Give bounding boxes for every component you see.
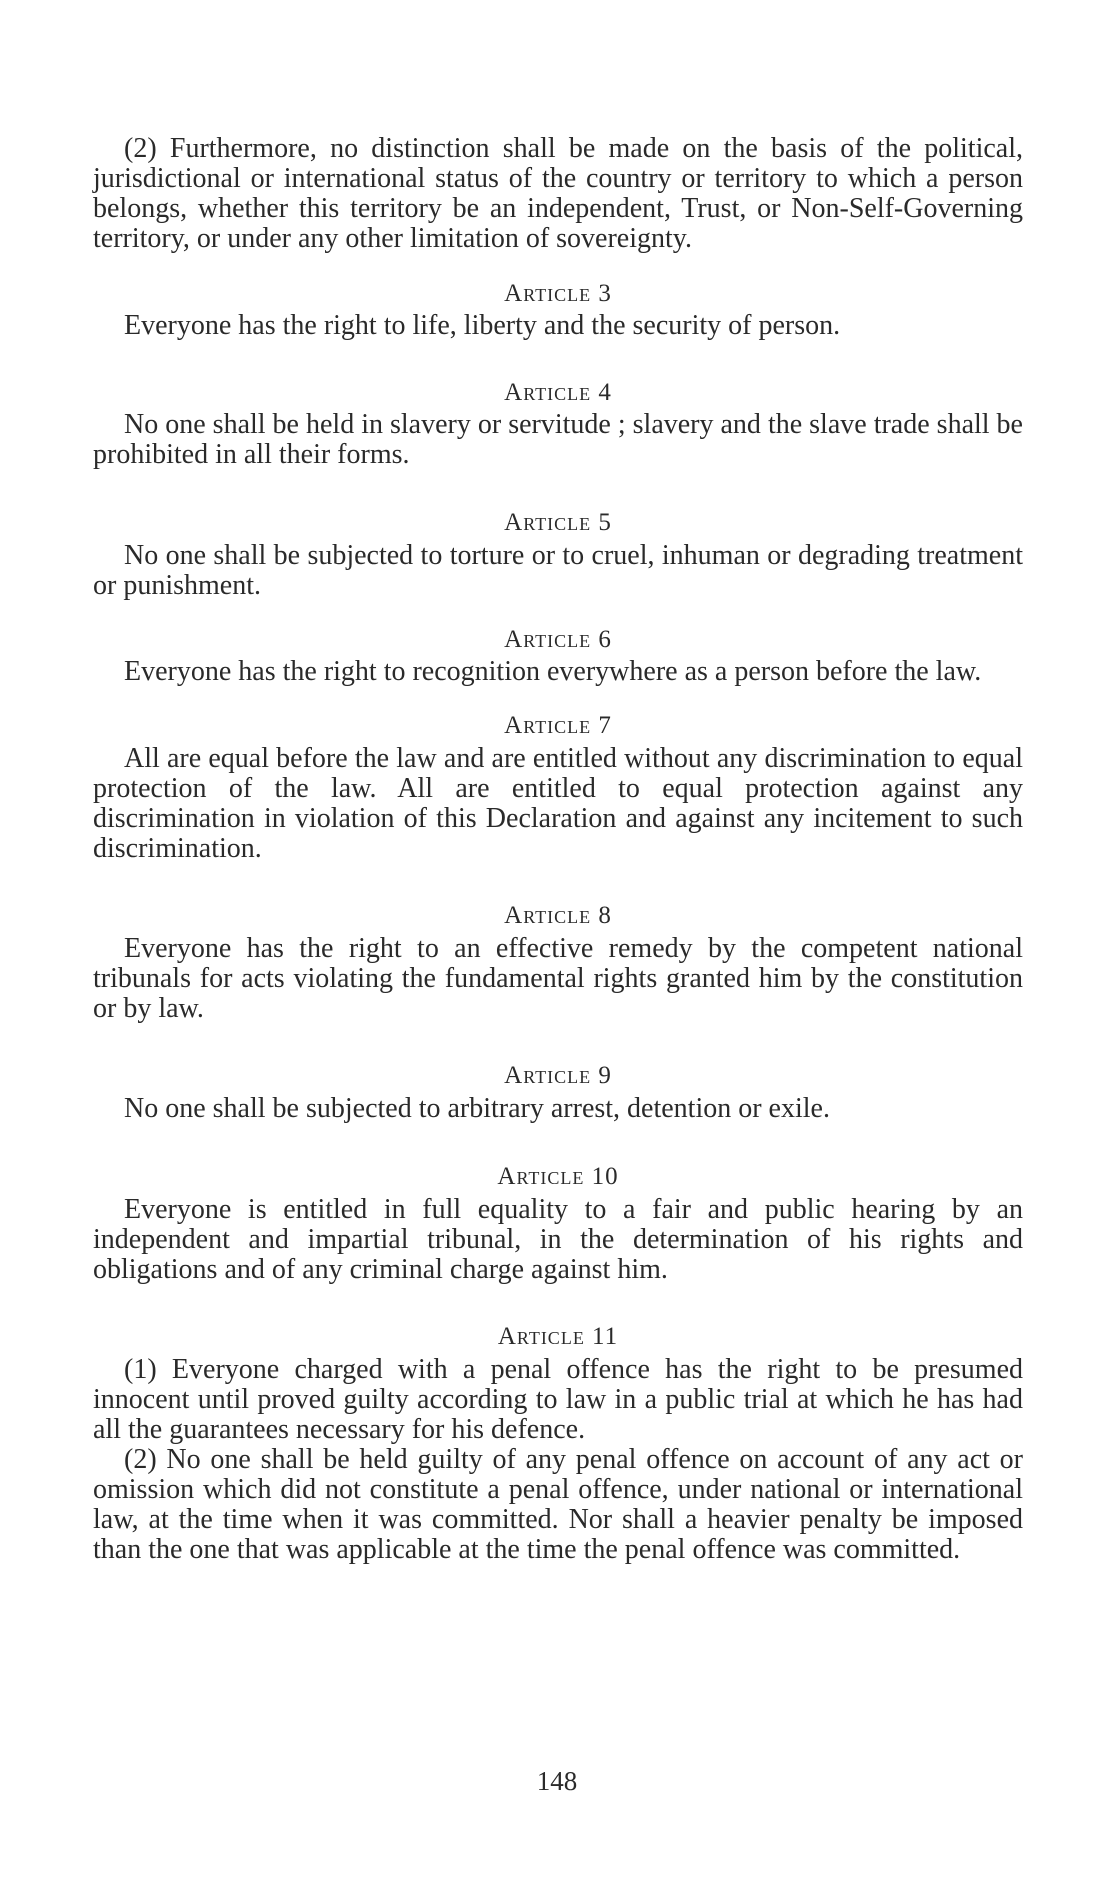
article-5-text: No one shall be subjected to torture or to cruel, inhuman or degrading treatment or punishment. [93, 540, 1023, 601]
article-11-paragraph-2: (2) No one shall be held guilty of any penal offence on account of any act or omission which did not constitute a penal offence, under national or international law, at the time when it was committed. Nor shall a heavier penalty be imposed than the one that was applicable at the time the penal offence was committed. [93, 1444, 1023, 1565]
article-7-heading: Article 7 [504, 712, 612, 739]
article-8-heading: Article 8 [504, 902, 612, 929]
article-4-text: No one shall be held in slavery or servitude ; slavery and the slave trade shall be prohibited in all their forms. [93, 409, 1023, 470]
article-6-text: Everyone has the right to recognition everywhere as a person before the law. [124, 656, 982, 687]
article-6-heading: Article 6 [504, 626, 612, 653]
article-9-heading: Article 9 [504, 1062, 612, 1089]
article-3-heading: Article 3 [504, 280, 612, 307]
article-4-heading: Article 4 [504, 379, 612, 406]
page-number: 148 [536, 1766, 578, 1796]
article-7-text: All are equal before the law and are entitled without any discrimination to equal protection of the law. All are entitled to equal protection against any discrimination in violation of this Declaration and against any incitement to such discrimination. [93, 743, 1023, 864]
article-11-heading: Article 11 [497, 1323, 619, 1350]
article-10-heading: Article 10 [497, 1163, 619, 1190]
article-2-paragraph-2: (2) Furthermore, no distinction shall be made on the basis of the political, jurisdictional or international status of the country or territory to which a person belongs, whether this territory be an independent, Trust, or Non-Self-Governing territory, or under any other limitation of sovereignty. [93, 133, 1023, 254]
article-11-paragraph-1: (1) Everyone charged with a penal offence has the right to be presumed innocent until proved guilty according to law in a public trial at which he has had all the guarantees necessary for his defence. [93, 1354, 1023, 1445]
article-3-text: Everyone has the right to life, liberty and the security of person. [124, 310, 841, 341]
article-5-heading: Article 5 [504, 509, 612, 536]
article-10-text: Everyone is entitled in full equality to a fair and public hearing by an independent and impartial tribunal, in the determination of his rights and obligations and of any criminal charge against him. [93, 1194, 1023, 1285]
article-8-text: Everyone has the right to an effective remedy by the competent national tribunals for acts violating the fundamental rights granted him by the constitution or by law. [93, 933, 1023, 1024]
article-9-text: No one shall be subjected to arbitrary arrest, detention or exile. [124, 1093, 830, 1124]
document-page [93, 134, 1023, 1565]
